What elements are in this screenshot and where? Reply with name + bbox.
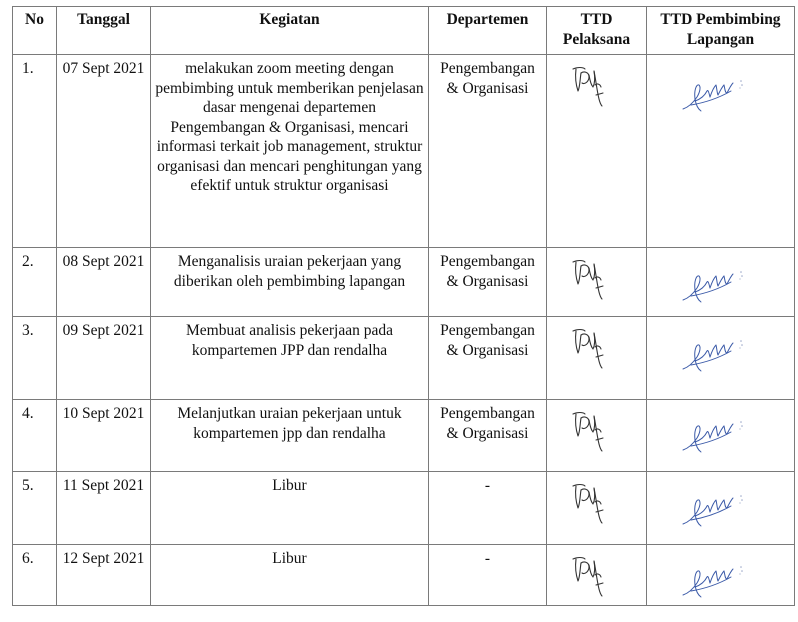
row-tanggal: 09 Sept 2021: [57, 317, 151, 400]
ttd-pembimbing-cell: [647, 248, 795, 317]
signature-pembimbing-icon: [681, 559, 747, 601]
row-tanggal: 08 Sept 2021: [57, 248, 151, 317]
row-tanggal: 10 Sept 2021: [57, 400, 151, 472]
table-row: [13, 545, 795, 606]
row-kegiatan: Libur: [151, 472, 429, 545]
table-row: [13, 317, 795, 400]
row-departemen: Pengembangan & Organisasi: [429, 400, 547, 472]
row-departemen: Pengembangan & Organisasi: [429, 317, 547, 400]
row-kegiatan: Membuat analisis pekerjaan pada kompartemen JPP dan rendalha: [151, 317, 429, 400]
row-tanggal: 07 Sept 2021: [57, 55, 151, 248]
signature-pelaksana-icon: [569, 480, 609, 526]
signature-pembimbing-icon: [681, 333, 747, 375]
header-ttd-pelaksana: TTD Pelaksana: [547, 7, 647, 55]
row-no: 2.: [13, 248, 57, 317]
ttd-pelaksana-cell: [547, 55, 647, 248]
ttd-pelaksana-cell: [547, 472, 647, 545]
activity-log-table: [12, 6, 795, 606]
row-no: 6.: [13, 545, 57, 606]
ttd-pelaksana-cell: [547, 317, 647, 400]
row-no: 5.: [13, 472, 57, 545]
header-row: [13, 7, 795, 55]
ttd-pelaksana-cell: [547, 545, 647, 606]
header-no: No: [13, 7, 57, 55]
ttd-pembimbing-cell: [647, 55, 795, 248]
signature-pembimbing-icon: [681, 73, 747, 115]
row-departemen: Pengembangan & Organisasi: [429, 55, 547, 248]
signature-pelaksana-icon: [569, 63, 609, 109]
row-tanggal: 12 Sept 2021: [57, 545, 151, 606]
signature-pembimbing-icon: [681, 488, 747, 530]
ttd-pelaksana-cell: [547, 400, 647, 472]
header-tanggal: Tanggal: [57, 7, 151, 55]
row-departemen: -: [429, 545, 547, 606]
row-no: 4.: [13, 400, 57, 472]
table-row: [13, 248, 795, 317]
signature-pelaksana-icon: [569, 553, 609, 599]
ttd-pembimbing-cell: [647, 545, 795, 606]
signature-pembimbing-icon: [681, 264, 747, 306]
row-kegiatan: melakukan zoom meeting dengan pembimbing untuk memberikan penjelasan dasar mengenai departemen Pengembangan & Organisasi, mencari informasi terkait job management, struktur organisasi dan mencari penghitungan yang efektif untuk struktur organisasi: [151, 55, 429, 248]
header-departemen: Departemen: [429, 7, 547, 55]
signature-pelaksana-icon: [569, 256, 609, 302]
header-ttd-pembimbing: TTD Pembimbing Lapangan: [647, 7, 795, 55]
ttd-pembimbing-cell: [647, 472, 795, 545]
ttd-pembimbing-cell: [647, 400, 795, 472]
signature-pelaksana-icon: [569, 325, 609, 371]
row-no: 3.: [13, 317, 57, 400]
table-row: [13, 55, 795, 248]
signature-pembimbing-icon: [681, 414, 747, 456]
row-departemen: -: [429, 472, 547, 545]
table-row: [13, 472, 795, 545]
header-kegiatan: Kegiatan: [151, 7, 429, 55]
ttd-pelaksana-cell: [547, 248, 647, 317]
signature-pelaksana-icon: [569, 408, 609, 454]
row-kegiatan: Libur: [151, 545, 429, 606]
ttd-pembimbing-cell: [647, 317, 795, 400]
row-no: 1.: [13, 55, 57, 248]
row-kegiatan: Menganalisis uraian pekerjaan yang diberikan oleh pembimbing lapangan: [151, 248, 429, 317]
table-row: [13, 400, 795, 472]
row-kegiatan: Melanjutkan uraian pekerjaan untuk kompartemen jpp dan rendalha: [151, 400, 429, 472]
row-departemen: Pengembangan & Organisasi: [429, 248, 547, 317]
row-tanggal: 11 Sept 2021: [57, 472, 151, 545]
